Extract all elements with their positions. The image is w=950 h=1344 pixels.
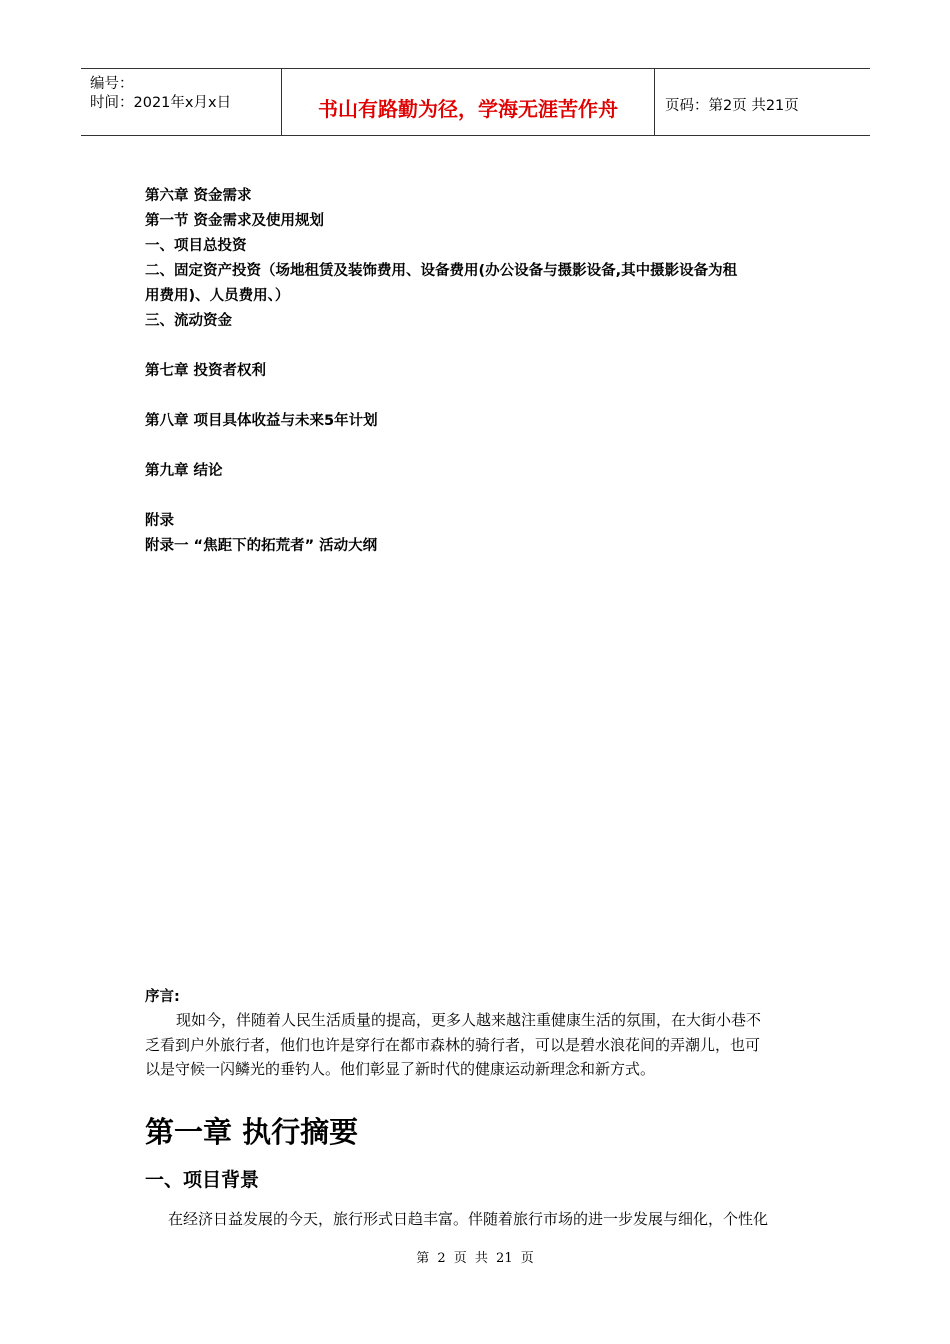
background-paragraph: 在经济日益发展的今天，旅行形式日趋丰富。伴随着旅行市场的进一步发展与细化，个性化 bbox=[168, 1210, 769, 1228]
toc-entry-appendix: 附录 bbox=[145, 513, 174, 529]
preface-body bbox=[145, 1008, 805, 1082]
toc-block-chapter6 bbox=[145, 184, 805, 334]
header-table bbox=[81, 68, 870, 136]
preface-line: 以是守候一闪鳞光的垂钓人。他们彰显了新时代的健康运动新理念和新方式。 bbox=[145, 1060, 656, 1078]
preface-line: 现如今，伴随着人民生活质量的提高，更多人越来越注重健康生活的氛围，在大街小巷不 bbox=[176, 1011, 762, 1029]
preface-line: 乏看到户外旅行者，他们也许是穿行在都市森林的骑行者，可以是碧水浪花间的弄潮儿，也可 bbox=[145, 1035, 761, 1054]
toc-entry-chapter7: 第七章 投资者权利 bbox=[145, 363, 267, 379]
header-page-info: 页码：第2页 共21页 bbox=[665, 98, 799, 114]
header-right-cell bbox=[655, 69, 870, 135]
toc-entry-chapter8: 第八章 项目具体收益与未来5年计划 bbox=[145, 413, 378, 429]
page-footer: 第 2 页 共 21 页 bbox=[416, 1251, 534, 1266]
toc-entry: 用费用)、人员费用、） bbox=[145, 288, 290, 304]
preface-title: 序言: bbox=[145, 989, 180, 1005]
chapter1-heading: 第一章 执行摘要 bbox=[145, 1115, 359, 1149]
toc-entry: 三、流动资金 bbox=[145, 313, 232, 329]
toc-entry: 第一节 资金需求及使用规划 bbox=[145, 213, 325, 229]
header-motto: 书山有路勤为径，学海无涯苦作舟 bbox=[318, 97, 618, 121]
time-label: 时间：2021年x月x日 bbox=[90, 95, 232, 111]
toc-entry-appendix1: 附录一 “焦距下的拓荒者” 活动大纲 bbox=[145, 538, 378, 554]
header-middle-cell bbox=[282, 69, 655, 135]
toc-entry: 第六章 资金需求 bbox=[145, 188, 252, 204]
toc-entry: 一、项目总投资 bbox=[145, 238, 247, 254]
number-label: 编号： bbox=[90, 76, 134, 92]
toc-entry: 二、固定资产投资（场地租赁及装饰费用、设备费用(办公设备与摄影设备,其中摄影设备为租 bbox=[145, 263, 738, 279]
section-project-background-heading: 一、项目背景 bbox=[145, 1169, 260, 1191]
toc-entry-chapter9: 第九章 结论 bbox=[145, 463, 223, 479]
header-left-cell bbox=[81, 69, 282, 135]
